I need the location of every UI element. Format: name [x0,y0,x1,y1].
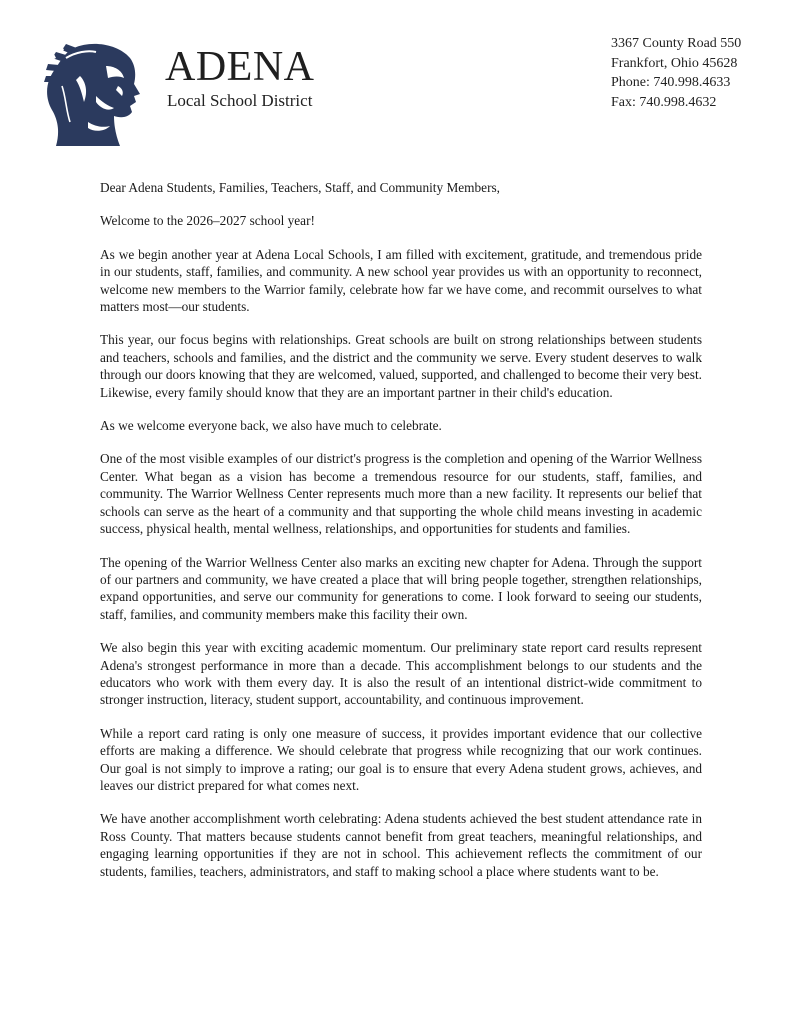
letter-salutation: Dear Adena Students, Families, Teachers, Staff, and Community Members, [100,180,500,195]
district-name: ADENA [165,44,315,90]
letter-paragraph: As we welcome everyone back, we also have much to celebrate. [100,418,442,434]
address-block [611,34,781,112]
address-city: Frankfort, Ohio 45628 [611,55,738,71]
address-phone: Phone: 740.998.4633 [611,75,731,90]
warrior-head-logo-icon [36,36,148,148]
letter-paragraph: We also begin this year with exciting academic momentum. Our preliminary state report card results represent Adena's strongest performance in more than a decade. This accomplishment belongs to our students and the educators who work with them every day. It is also the result of an intentional district-wide commitment to stronger instruction, literacy, student support, accountability, and continuous improvement. [100,640,702,708]
letter-paragraph: As we begin another year at Adena Local Schools, I am filled with excitement, gratitude, and tremendous pride in our students, staff, families, and community. A new school year provides us with an opportunity to reconnect, welcome new members to the Warrior family, celebrate how far we have come, and recommit ourselves to what matters most—our students. [100,246,702,315]
district-subtitle: Local School District [167,91,313,110]
letter-paragraph: We have another accomplishment worth celebrating: Adena students achieved the best student attendance rate in Ross County. That matters because students cannot benefit from great teachers, meaningful relationships, and engaging learning opportunities if they are not in school. This achievement reflects the commitment of our students, families, teachers, administrators, and staff to making school a place where students want to be. [100,811,702,879]
letter-paragraph: While a report card rating is only one measure of success, it provides important evidence that our collective efforts are making a difference. We should celebrate that progress while recognizing that our work continues. Our goal is not simply to improve a rating; our goal is to ensure that every Adena student grows, achieves, and leaves our district prepared for what comes next. [100,725,702,793]
letter-welcome-line: Welcome to the 2026–2027 school year! [100,213,315,229]
letter-paragraph: One of the most visible examples of our district's progress is the completion and opening of the Warrior Wellness Center. What began as a vision has become a tremendous resource for our students, staff, families, and community. The Warrior Wellness Center represents much more than a new facility. It represents our belief that schools can serve as the heart of a community and that supporting the whole child means investing in academic success, physical health, mental wellness, relationships, and opportunities for students and families. [100,451,702,537]
address-street: 3367 County Road 550 [611,36,742,51]
address-fax: Fax: 740.998.4632 [611,94,717,110]
letter-body [100,179,702,880]
letter-paragraph: The opening of the Warrior Wellness Center also marks an exciting new chapter for Adena. Through the support of our partners and community, we have created a place that will bring people together, strengthen relationships, expand opportunities, and serve our community for generations to come. I look forward to seeing our students, staff, families, and community members make this facility their own. [100,554,702,622]
letter-paragraph: This year, our focus begins with relationships. Great schools are built on strong relationships between students and teachers, schools and families, and the district and the community we serve. Every student deserves to walk through our doors knowing that they are welcomed, valued, supported, and challenged to become their very best. Likewise, every family should know that they are an important partner in their child's education. [100,332,702,400]
